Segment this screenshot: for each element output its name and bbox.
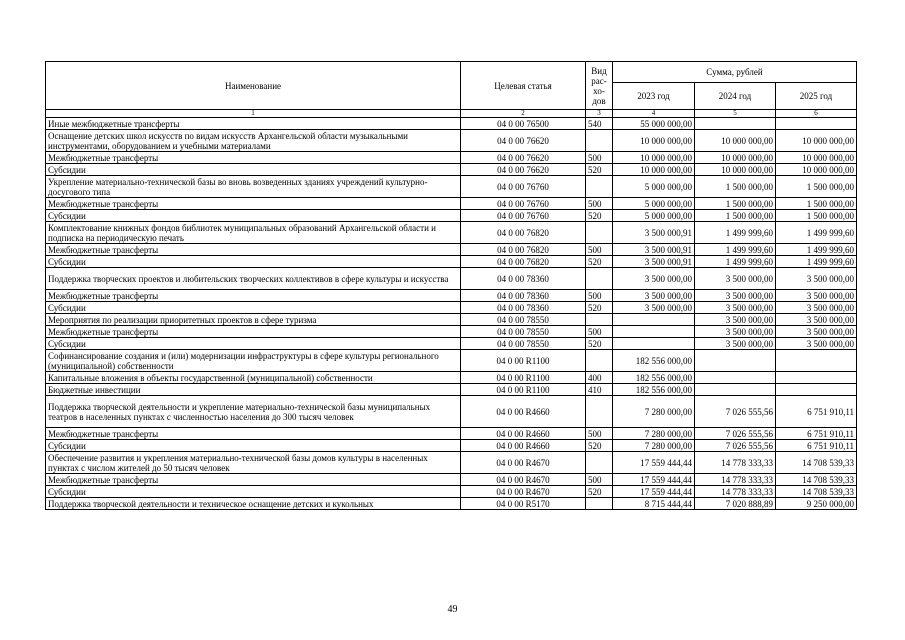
row-name: Софинансирование создания и (или) модернизации инфраструктуры в сфере культуры регионального (муниципальной) собственности [46, 350, 461, 372]
row-sum-2025: 10 000 000,00 [776, 164, 857, 176]
row-sum-2024: 3 500 000,00 [695, 326, 776, 338]
row-sum-2025: 3 500 000,00 [776, 314, 857, 326]
row-expense-type: 520 [586, 210, 613, 222]
row-target-code: 04 0 00 76620 [461, 152, 586, 164]
row-name: Поддержка творческих проектов и любительских творческих коллективов в сфере культуры и искусства [46, 268, 461, 290]
row-expense-type: 410 [586, 384, 613, 396]
row-target-code: 04 0 00 76620 [461, 130, 586, 152]
table-row [46, 440, 857, 452]
row-sum-2024: 7 026 555,56 [695, 440, 776, 452]
table-row [46, 474, 857, 486]
row-target-code: 04 0 00 R4660 [461, 428, 586, 440]
row-sum-2024: 1 500 000,00 [695, 198, 776, 210]
row-sum-2023: 7 280 000,00 [613, 440, 695, 452]
row-sum-2024 [695, 118, 776, 130]
budget-table [45, 61, 857, 510]
row-name: Комплектование книжных фондов библиотек муниципальных образований Архангельской области и подписка на периодическую печать [46, 222, 461, 244]
row-sum-2024: 10 000 000,00 [695, 152, 776, 164]
row-name: Межбюджетные трансферты [46, 428, 461, 440]
row-sum-2024: 7 026 555,56 [695, 428, 776, 440]
row-expense-type [586, 452, 613, 474]
table-row [46, 338, 857, 350]
row-name: Субсидии [46, 486, 461, 498]
header-year-2025: 2025 год [776, 83, 857, 110]
row-sum-2024: 14 778 333,33 [695, 474, 776, 486]
row-target-code: 04 0 00 78550 [461, 338, 586, 350]
table-row [46, 198, 857, 210]
header-index: 4 [613, 110, 695, 118]
row-target-code: 04 0 00 78550 [461, 326, 586, 338]
row-sum-2023: 17 559 444,44 [613, 474, 695, 486]
row-sum-2025: 3 500 000,00 [776, 290, 857, 302]
table-body [46, 118, 857, 510]
row-sum-2025: 3 500 000,00 [776, 338, 857, 350]
row-expense-type [586, 222, 613, 244]
table-row [46, 350, 857, 372]
table-row [46, 176, 857, 198]
row-target-code: 04 0 00 R4660 [461, 440, 586, 452]
row-sum-2024: 14 778 333,33 [695, 452, 776, 474]
row-expense-type: 500 [586, 244, 613, 256]
row-name: Субсидии [46, 164, 461, 176]
row-sum-2025 [776, 350, 857, 372]
row-sum-2023: 8 715 444,44 [613, 498, 695, 510]
row-target-code: 04 0 00 76760 [461, 210, 586, 222]
row-sum-2025: 14 708 539,33 [776, 452, 857, 474]
header-vid [586, 62, 613, 110]
row-sum-2025: 9 250 000,00 [776, 498, 857, 510]
table-row [46, 498, 857, 510]
row-target-code: 04 0 00 R1100 [461, 372, 586, 384]
row-target-code: 04 0 00 R1100 [461, 384, 586, 396]
row-name: Межбюджетные трансферты [46, 198, 461, 210]
row-sum-2023: 17 559 444,44 [613, 452, 695, 474]
row-target-code: 04 0 00 76820 [461, 244, 586, 256]
row-sum-2025: 10 000 000,00 [776, 130, 857, 152]
row-sum-2023: 7 280 000,00 [613, 396, 695, 428]
row-target-code: 04 0 00 78550 [461, 314, 586, 326]
row-expense-type [586, 350, 613, 372]
header-vid-line: рас- [591, 75, 607, 86]
row-name: Укрепление материально-технической базы во вновь возведенных зданиях учреждений культурно-досугового типа [46, 176, 461, 198]
header-index: 1 [46, 110, 461, 118]
table-row [46, 222, 857, 244]
row-sum-2024: 3 500 000,00 [695, 314, 776, 326]
table-row [46, 486, 857, 498]
row-name: Межбюджетные трансферты [46, 290, 461, 302]
row-sum-2024: 3 500 000,00 [695, 302, 776, 314]
header-year-2023: 2023 год [613, 83, 695, 110]
table-row [46, 244, 857, 256]
row-sum-2025 [776, 372, 857, 384]
row-expense-type: 520 [586, 440, 613, 452]
row-target-code: 04 0 00 R4660 [461, 396, 586, 428]
row-sum-2025: 6 751 910,11 [776, 440, 857, 452]
row-sum-2024: 1 499 999,60 [695, 256, 776, 268]
row-name: Поддержка творческой деятельности и техническое оснащение детских и кукольных [46, 498, 461, 510]
row-expense-type [586, 314, 613, 326]
row-sum-2025: 1 499 999,60 [776, 222, 857, 244]
page-number: 49 [447, 604, 458, 615]
row-sum-2025: 1 500 000,00 [776, 210, 857, 222]
row-sum-2024: 7 020 888,89 [695, 498, 776, 510]
row-sum-2023 [613, 338, 695, 350]
row-sum-2023: 3 500 000,00 [613, 268, 695, 290]
row-sum-2023: 55 000 000,00 [613, 118, 695, 130]
table-row [46, 314, 857, 326]
row-sum-2023 [613, 314, 695, 326]
row-expense-type [586, 268, 613, 290]
row-target-code: 04 0 00 78360 [461, 302, 586, 314]
table-row [46, 384, 857, 396]
table-row [46, 118, 857, 130]
row-target-code: 04 0 00 76820 [461, 222, 586, 244]
table-row [46, 164, 857, 176]
row-expense-type [586, 396, 613, 428]
row-sum-2023: 3 500 000,00 [613, 302, 695, 314]
row-sum-2025: 1 499 999,60 [776, 244, 857, 256]
row-name: Субсидии [46, 210, 461, 222]
row-target-code: 04 0 00 76500 [461, 118, 586, 130]
row-sum-2025 [776, 384, 857, 396]
row-sum-2023: 5 000 000,00 [613, 176, 695, 198]
row-name: Бюджетные инвестиции [46, 384, 461, 396]
header-vid-line: дов [592, 95, 606, 106]
row-target-code: 04 0 00 78360 [461, 290, 586, 302]
row-sum-2023: 17 559 444,44 [613, 486, 695, 498]
row-sum-2023: 10 000 000,00 [613, 164, 695, 176]
row-sum-2023 [613, 326, 695, 338]
row-name: Мероприятия по реализации приоритетных проектов в сфере туризма [46, 314, 461, 326]
row-sum-2025: 1 500 000,00 [776, 198, 857, 210]
header-index: 3 [586, 110, 613, 118]
table-row [46, 326, 857, 338]
row-target-code: 04 0 00 R4670 [461, 486, 586, 498]
table-row [46, 452, 857, 474]
row-sum-2024: 1 500 000,00 [695, 176, 776, 198]
header-name: Наименование [46, 62, 461, 110]
row-sum-2023: 5 000 000,00 [613, 198, 695, 210]
row-sum-2025: 10 000 000,00 [776, 152, 857, 164]
row-sum-2023: 10 000 000,00 [613, 130, 695, 152]
row-expense-type: 520 [586, 256, 613, 268]
row-name: Иные межбюджетные трансферты [46, 118, 461, 130]
row-target-code: 04 0 00 R4670 [461, 452, 586, 474]
row-expense-type [586, 176, 613, 198]
row-target-code: 04 0 00 R5170 [461, 498, 586, 510]
header-year-2024: 2024 год [695, 83, 776, 110]
row-sum-2025: 14 708 539,33 [776, 474, 857, 486]
row-sum-2024: 1 500 000,00 [695, 210, 776, 222]
row-sum-2024 [695, 372, 776, 384]
row-expense-type: 500 [586, 152, 613, 164]
row-expense-type: 500 [586, 474, 613, 486]
row-expense-type: 520 [586, 486, 613, 498]
table-row [46, 372, 857, 384]
table-row [46, 256, 857, 268]
row-sum-2025: 14 708 539,33 [776, 486, 857, 498]
row-sum-2025: 6 751 910,11 [776, 396, 857, 428]
row-sum-2025: 3 500 000,00 [776, 268, 857, 290]
table-row [46, 152, 857, 164]
row-sum-2024: 7 026 555,56 [695, 396, 776, 428]
row-sum-2024: 14 778 333,33 [695, 486, 776, 498]
row-expense-type: 520 [586, 164, 613, 176]
row-sum-2025: 1 500 000,00 [776, 176, 857, 198]
row-name: Межбюджетные трансферты [46, 244, 461, 256]
row-expense-type: 520 [586, 338, 613, 350]
row-sum-2023: 182 556 000,00 [613, 350, 695, 372]
header-index: 6 [776, 110, 857, 118]
row-name: Обеспечение развития и укрепления материально-технической базы домов культуры в населенных пунктах с числом жителей до 50 тысяч человек [46, 452, 461, 474]
row-sum-2024: 10 000 000,00 [695, 164, 776, 176]
header-target: Целевая статья [461, 62, 586, 110]
header-vid-line: Вид [591, 65, 607, 76]
row-name: Поддержка творческой деятельности и укрепление материально-технической базы муниципальных театров в населенных пунктах с численностью населения до 300 тысяч человек [46, 396, 461, 428]
row-target-code: 04 0 00 76760 [461, 198, 586, 210]
header-vid-line: хо- [593, 85, 605, 96]
row-sum-2025 [776, 118, 857, 130]
row-sum-2023: 10 000 000,00 [613, 152, 695, 164]
row-expense-type: 500 [586, 428, 613, 440]
row-sum-2023: 182 556 000,00 [613, 372, 695, 384]
row-sum-2024: 1 499 999,60 [695, 222, 776, 244]
row-sum-2023: 3 500 000,00 [613, 290, 695, 302]
table-row [46, 428, 857, 440]
row-sum-2023: 5 000 000,00 [613, 210, 695, 222]
row-sum-2024: 3 500 000,00 [695, 338, 776, 350]
row-sum-2025: 3 500 000,00 [776, 302, 857, 314]
row-target-code: 04 0 00 76620 [461, 164, 586, 176]
row-sum-2023: 3 500 000,91 [613, 222, 695, 244]
header-row-1 [46, 62, 857, 83]
row-expense-type: 500 [586, 326, 613, 338]
row-sum-2024: 10 000 000,00 [695, 130, 776, 152]
row-expense-type [586, 130, 613, 152]
header-sum: Сумма, рублей [613, 62, 857, 83]
row-target-code: 04 0 00 R1100 [461, 350, 586, 372]
table-row [46, 302, 857, 314]
table-row [46, 396, 857, 428]
row-target-code: 04 0 00 76760 [461, 176, 586, 198]
table-row [46, 130, 857, 152]
row-sum-2025: 6 751 910,11 [776, 428, 857, 440]
table-row [46, 210, 857, 222]
row-name: Субсидии [46, 256, 461, 268]
row-sum-2023: 182 556 000,00 [613, 384, 695, 396]
table-row [46, 290, 857, 302]
row-expense-type: 540 [586, 118, 613, 130]
table-row [46, 268, 857, 290]
row-sum-2025: 3 500 000,00 [776, 326, 857, 338]
row-target-code: 04 0 00 78360 [461, 268, 586, 290]
row-sum-2025: 1 499 999,60 [776, 256, 857, 268]
row-expense-type: 500 [586, 198, 613, 210]
row-name: Субсидии [46, 302, 461, 314]
header-index: 2 [461, 110, 586, 118]
budget-table-sheet [45, 61, 856, 510]
row-target-code: 04 0 00 76820 [461, 256, 586, 268]
row-sum-2024: 3 500 000,00 [695, 268, 776, 290]
row-expense-type: 400 [586, 372, 613, 384]
header-index-row [46, 110, 857, 118]
row-name: Субсидии [46, 338, 461, 350]
row-sum-2023: 3 500 000,91 [613, 256, 695, 268]
row-expense-type [586, 498, 613, 510]
row-sum-2024: 1 499 999,60 [695, 244, 776, 256]
row-name: Межбюджетные трансферты [46, 152, 461, 164]
row-target-code: 04 0 00 R4670 [461, 474, 586, 486]
row-expense-type: 500 [586, 290, 613, 302]
row-sum-2024 [695, 350, 776, 372]
row-sum-2024 [695, 384, 776, 396]
row-name: Капитальные вложения в объекты государственной (муниципальной) собственности [46, 372, 461, 384]
row-sum-2023: 7 280 000,00 [613, 428, 695, 440]
row-sum-2024: 3 500 000,00 [695, 290, 776, 302]
row-name: Субсидии [46, 440, 461, 452]
row-name: Межбюджетные трансферты [46, 326, 461, 338]
row-expense-type: 520 [586, 302, 613, 314]
row-name: Оснащение детских школ искусств по видам искусств Архангельской области музыкальными инструментами, оборудованием и учебными материалами [46, 130, 461, 152]
row-sum-2023: 3 500 000,91 [613, 244, 695, 256]
header-index: 5 [695, 110, 776, 118]
row-name: Межбюджетные трансферты [46, 474, 461, 486]
